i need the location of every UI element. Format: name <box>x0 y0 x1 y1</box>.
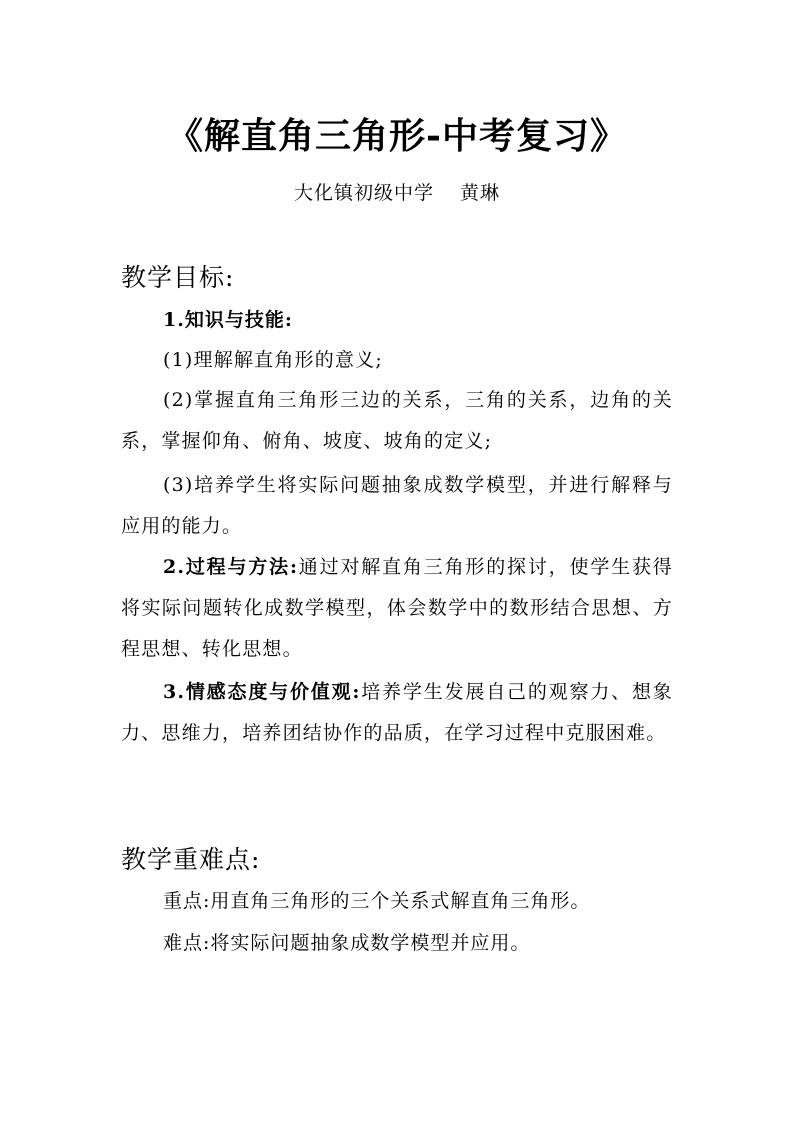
difficulties-heading: 教学重难点: <box>121 845 261 874</box>
objectives-heading: 教学目标: <box>121 263 235 292</box>
author-name: 黄琳 <box>460 182 501 204</box>
process-method-paragraph <box>121 547 673 670</box>
author-school: 大化镇初级中学 <box>293 182 434 204</box>
process-method-text: 通过对解直角三角形的探讨，使学生获得将实际问题转化成数学模型，体会数学中的数形结合思想、方程思想、转化思想。 <box>121 556 673 660</box>
knowledge-item-2: (2)掌握直角三角形三边的关系，三角的关系，边角的关系，掌握仰角、俯角、坡度、坡角的定义; <box>121 389 673 452</box>
emotion-values-label: 3.情感态度与价值观: <box>163 681 361 703</box>
knowledge-item-1: (1)理解解直角形的意义; <box>163 349 383 371</box>
document-title: 《解直角三角形-中考复习》 <box>167 115 627 157</box>
emotion-values-text: 培养学生发展自己的观察力、想象力、思维力，培养团结协作的品质，在学习过程中克服困难。 <box>121 681 673 744</box>
emotion-values-paragraph <box>121 672 673 754</box>
author-line <box>0 178 794 205</box>
difficult-point: 难点:将实际问题抽象成数学模型并应用。 <box>163 932 531 954</box>
key-point: 重点:用直角三角形的三个关系式解直角三角形。 <box>163 890 591 912</box>
knowledge-skills-label: 1.知识与技能: <box>163 309 293 331</box>
knowledge-item-3: (3)培养学生将实际问题抽象成数学模型，并进行解释与应用的能力。 <box>121 474 673 537</box>
process-method-label: 2.过程与方法: <box>163 556 299 578</box>
